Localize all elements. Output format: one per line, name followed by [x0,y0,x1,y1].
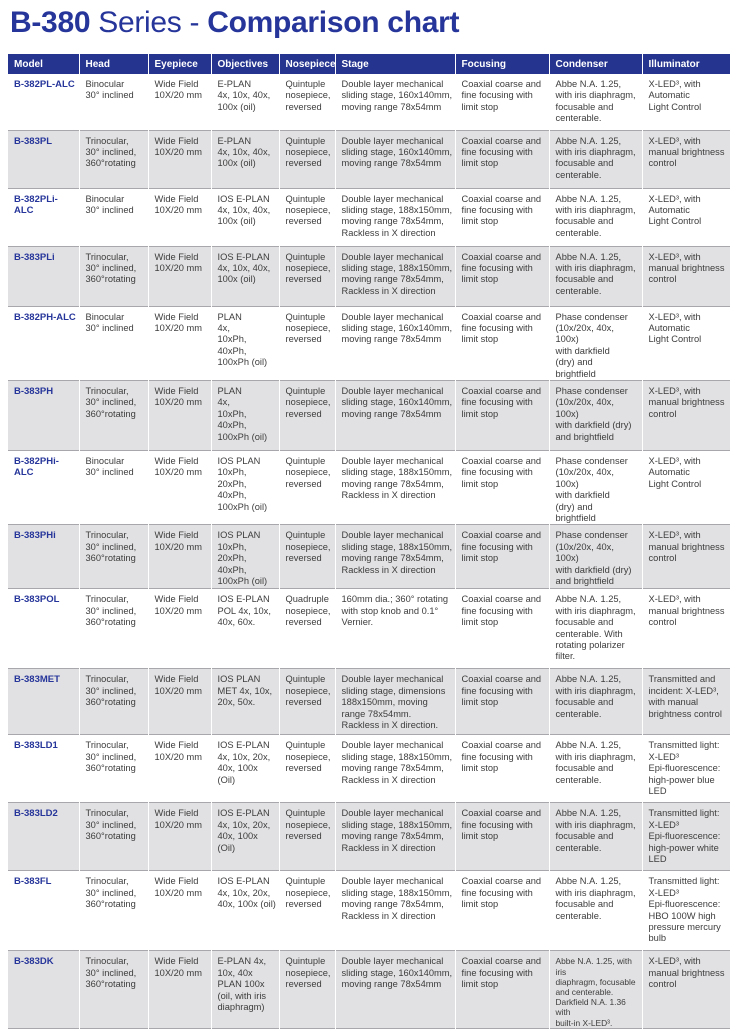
cell-illuminator [642,951,730,1028]
cell-eyepiece [148,669,211,735]
objectives-text: E-PLAN 4x, 10x, 40x, 100x (oil) [217,79,271,112]
condenser-text: Phase condenser (10x/20x, 40x, 100x) with darkfield (dry) and brightfield [555,455,628,523]
objectives-text: E-PLAN 4x, 10x, 40x PLAN 100x (oil, with iris diaphragm) [217,956,267,1012]
eyepiece-text: Wide Field 10X/20 mm [154,311,203,333]
focusing-text: Coaxial coarse and fine focusing with limit stop [461,956,542,990]
cell-illuminator [642,669,730,735]
head-text: Binocular 30° inclined [85,79,134,101]
eyepiece-text: Wide Field 10X/20 mm [154,876,203,898]
cell-stage [335,380,455,450]
cell-condenser [549,735,642,803]
page-title: B-380 Series - Comparison chart [10,6,460,39]
cell-nosepiece [279,735,335,803]
cell-model [8,951,79,1028]
cell-stage [335,450,455,524]
cell-objectives [211,669,279,735]
cell-condenser [549,589,642,669]
model-text: B-383PHi [14,530,56,542]
cell-stage [335,130,455,188]
table-row [8,380,730,450]
cell-stage [335,188,455,246]
column-header-nosepiece: Nosepiece [279,54,335,74]
cell-illuminator [642,246,730,306]
cell-eyepiece [148,188,211,246]
table-row [8,450,730,524]
cell-eyepiece [148,306,211,380]
cell-condenser [549,669,642,735]
stage-text: 160mm dia.; 360° rotating with stop knob and 0.1° Vernier. [341,594,449,628]
cell-stage [335,669,455,735]
cell-focusing [455,735,549,803]
table-row [8,803,730,871]
objectives-text: IOS E-PLAN POL 4x, 10x, 40x, 60x. [217,594,271,628]
stage-text: Double layer mechanical sliding stage, 160x140mm, moving range 78x54mm [341,385,453,419]
cell-nosepiece [279,130,335,188]
cell-head [79,669,148,735]
cell-stage [335,306,455,380]
condenser-text: Abbe N.A. 1.25, with iris diaphragm, focusable and centerable. [555,876,636,921]
eyepiece-text: Wide Field 10X/20 mm [154,385,203,408]
illuminator-text: X-LED³, with Automatic Light Control [648,311,702,345]
cell-nosepiece [279,589,335,669]
model-text: B-383LD2 [14,808,58,820]
eyepiece-text: Wide Field 10X/20 mm [154,79,203,101]
nosepiece-text: Quintuple nosepiece, reversed [285,956,331,990]
cell-head [79,380,148,450]
cell-nosepiece [279,525,335,589]
focusing-text: Coaxial coarse and fine focusing with limit stop [461,808,542,842]
cell-nosepiece [279,188,335,246]
objectives-text: IOS PLAN MET 4x, 10x, 20x, 50x. [217,674,273,708]
cell-eyepiece [148,803,211,871]
cell-nosepiece [279,450,335,524]
nosepiece-text: Quintuple nosepiece, reversed [285,251,331,285]
cell-focusing [455,669,549,735]
cell-focusing [455,74,549,130]
cell-focusing [455,871,549,951]
objectives-text: IOS E-PLAN 4x, 10x, 40x, 100x (oil) [217,251,271,285]
cell-illuminator [642,589,730,669]
stage-text: Double layer mechanical sliding stage, 188x150mm, moving range 78x54mm, Rackless in X direction [341,876,453,921]
head-text: Trinocular, 30° inclined, 360°rotating [85,808,137,842]
stage-text: Double layer mechanical sliding stage, 160x140mm, moving range 78x54mm [341,79,453,112]
nosepiece-text: Quintuple nosepiece, reversed [285,79,331,112]
focusing-text: Coaxial coarse and fine focusing with limit stop [461,311,542,345]
table-row [8,951,730,1028]
column-header-eyepiece: Eyepiece [148,54,211,74]
model-text: B-383FL [14,876,52,888]
illuminator-text: X-LED³, with Automatic Light Control [648,455,702,489]
cell-eyepiece [148,130,211,188]
cell-illuminator [642,188,730,246]
condenser-text: Phase condenser (10x/20x, 40x, 100x) with darkfield (dry) and brightfield [555,311,628,379]
head-text: Trinocular, 30° inclined, 360°rotating [85,740,137,774]
focusing-text: Coaxial coarse and fine focusing with limit stop [461,876,542,910]
cell-nosepiece [279,246,335,306]
objectives-text: IOS PLAN 10xPh, 20xPh, 40xPh, 100xPh (oil) [217,530,268,586]
objectives-text: IOS E-PLAN 4x, 10x, 20x, 40x, 100x (Oil) [217,808,271,853]
head-text: Trinocular, 30° inclined, 360°rotating [85,594,137,628]
comparison-table-wrapper [8,54,730,1029]
column-header-head: Head [79,54,148,74]
eyepiece-text: Wide Field 10X/20 mm [154,674,203,696]
cell-stage [335,525,455,589]
model-text: B-383PH [14,385,54,397]
cell-stage [335,951,455,1028]
table-row [8,669,730,735]
model-text: B-382PLi-ALC [14,193,58,216]
column-header-illuminator: Illuminator [642,54,730,74]
head-text: Trinocular, 30° inclined, 360°rotating [85,674,137,708]
objectives-text: E-PLAN 4x, 10x, 40x, 100x (oil) [217,135,271,169]
eyepiece-text: Wide Field 10X/20 mm [154,530,203,552]
cell-focusing [455,450,549,524]
cell-condenser [549,130,642,188]
table-row [8,188,730,246]
cell-illuminator [642,803,730,871]
condenser-text: Abbe N.A. 1.25, with iris diaphragm, focusable and centerable. [555,79,636,124]
stage-text: Double layer mechanical sliding stage, 188x150mm, moving range 78x54mm, Rackless in X direction [341,740,453,785]
focusing-text: Coaxial coarse and fine focusing with limit stop [461,79,542,112]
nosepiece-text: Quintuple nosepiece, reversed [285,530,331,564]
eyepiece-text: Wide Field 10X/20 mm [154,193,203,215]
table-row [8,130,730,188]
illuminator-text: Transmitted light: X-LED³ Epi-fluorescence: high-power white LED [648,808,721,864]
cell-head [79,188,148,246]
cell-head [79,306,148,380]
cell-condenser [549,450,642,524]
cell-nosepiece [279,951,335,1028]
illuminator-text: Transmitted and incident: X-LED³, with manual brightness control [648,674,722,719]
condenser-text: Phase condenser (10x/20x, 40x, 100x) with darkfield (dry) and brightfield [555,385,632,442]
cell-focusing [455,306,549,380]
eyepiece-text: Wide Field 10X/20 mm [154,740,203,762]
eyepiece-text: Wide Field 10X/20 mm [154,135,203,157]
cell-head [79,871,148,951]
table-row [8,589,730,669]
cell-focusing [455,525,549,589]
cell-eyepiece [148,871,211,951]
condenser-text: Abbe N.A. 1.25, with iris diaphragm, focusable and centerable. [555,808,636,853]
model-text: B-382PL-ALC [14,79,75,90]
cell-stage [335,589,455,669]
cell-eyepiece [148,450,211,524]
cell-focusing [455,380,549,450]
cell-model [8,589,79,669]
nosepiece-text: Quintuple nosepiece, reversed [285,385,331,419]
head-text: Trinocular, 30° inclined, 360°rotating [85,251,137,285]
cell-objectives [211,589,279,669]
stage-text: Double layer mechanical sliding stage, 188x150mm, moving range 78x54mm, Rackless in X direction [341,808,453,853]
cell-model [8,246,79,306]
cell-stage [335,74,455,130]
illuminator-text: X-LED³, with manual brightness control [648,385,725,419]
condenser-text: Abbe N.A. 1.25, with iris diaphragm, focusable and centerable. [555,740,636,785]
column-header-stage: Stage [335,54,455,74]
cell-head [79,803,148,871]
cell-nosepiece [279,380,335,450]
cell-model [8,188,79,246]
cell-eyepiece [148,525,211,589]
model-text: B-383PL [14,135,53,147]
eyepiece-text: Wide Field 10X/20 mm [154,455,203,478]
model-text: B-383DK [14,956,54,968]
model-text: B-383POL [14,594,60,606]
cell-focusing [455,246,549,306]
head-text: Trinocular, 30° inclined, 360°rotating [85,530,137,564]
table-row [8,74,730,130]
table-row [8,735,730,803]
eyepiece-text: Wide Field 10X/20 mm [154,251,203,273]
cell-focusing [455,803,549,871]
condenser-text: Abbe N.A. 1.25, with iris diaphragm, focusable and centerable. With rotating polarizer filter. [555,594,636,662]
cell-condenser [549,871,642,951]
cell-objectives [211,130,279,188]
cell-head [79,589,148,669]
illuminator-text: X-LED³, with manual brightness control [648,135,725,169]
head-text: Trinocular, 30° inclined, 360°rotating [85,876,137,910]
head-text: Trinocular, 30° inclined, 360°rotating [85,135,137,169]
focusing-text: Coaxial coarse and fine focusing with limit stop [461,251,542,285]
illuminator-text: X-LED³, with manual brightness control [648,530,725,564]
nosepiece-text: Quadruple nosepiece, reversed [285,594,331,628]
condenser-text: Phase condenser (10x/20x, 40x, 100x) with darkfield (dry) and brightfield [555,530,632,586]
condenser-text: Abbe N.A. 1.25, with iris diaphragm, focusable and centerable. Darkfield N.A. 1.36 with built-in X-LED³. [555,956,636,1028]
column-header-model: Model [8,54,79,74]
condenser-text: Abbe N.A. 1.25, with iris diaphragm, focusable and centerable. [555,674,636,719]
cell-illuminator [642,871,730,951]
objectives-text: IOS E-PLAN 4x, 10x, 20x, 40x, 100x (oil) [217,876,276,910]
cell-illuminator [642,380,730,450]
illuminator-text: X-LED³, with Automatic Light Control [648,193,702,227]
model-text: B-383LD1 [14,740,58,752]
cell-model [8,380,79,450]
cell-nosepiece [279,74,335,130]
cell-focusing [455,951,549,1028]
stage-text: Double layer mechanical sliding stage, 160x140mm, moving range 78x54mm [341,135,453,169]
illuminator-text: X-LED³, with manual brightness control [648,956,725,990]
cell-model [8,871,79,951]
objectives-text: IOS E-PLAN 4x, 10x, 20x, 40x, 100x (Oil) [217,740,271,785]
cell-eyepiece [148,246,211,306]
head-text: Binocular 30° inclined [85,455,134,478]
column-header-condenser: Condenser [549,54,642,74]
cell-head [79,735,148,803]
cell-condenser [549,803,642,871]
focusing-text: Coaxial coarse and fine focusing with limit stop [461,740,542,774]
cell-model [8,74,79,130]
cell-illuminator [642,74,730,130]
cell-objectives [211,246,279,306]
table-header-row [8,54,730,74]
cell-nosepiece [279,803,335,871]
cell-condenser [549,380,642,450]
cell-eyepiece [148,735,211,803]
column-header-focusing: Focusing [455,54,549,74]
cell-model [8,130,79,188]
nosepiece-text: Quintuple nosepiece, reversed [285,740,331,774]
objectives-text: PLAN 4x, 10xPh, 40xPh, 100xPh (oil) [217,311,268,368]
condenser-text: Abbe N.A. 1.25, with iris diaphragm, focusable and centerable. [555,135,636,180]
nosepiece-text: Quintuple nosepiece, reversed [285,135,331,169]
illuminator-text: X-LED³, with manual brightness control [648,594,725,628]
cell-model [8,525,79,589]
stage-text: Double layer mechanical sliding stage, 188x150mm, moving range 78x54mm, Rackless in X direction [341,193,453,238]
stage-text: Double layer mechanical sliding stage, 188x150mm, moving range 78x54mm, Rackless in X direction [341,455,453,501]
stage-text: Double layer mechanical sliding stage, 188x150mm, moving range 78x54mm, Rackless in X direction [341,251,453,296]
eyepiece-text: Wide Field 10X/20 mm [154,594,203,616]
cell-objectives [211,803,279,871]
cell-illuminator [642,525,730,589]
cell-stage [335,735,455,803]
table-row [8,525,730,589]
cell-objectives [211,380,279,450]
cell-objectives [211,188,279,246]
cell-illuminator [642,450,730,524]
comparison-table [8,54,730,1029]
cell-stage [335,246,455,306]
focusing-text: Coaxial coarse and fine focusing with limit stop [461,674,542,708]
focusing-text: Coaxial coarse and fine focusing with limit stop [461,385,542,419]
nosepiece-text: Quintuple nosepiece, reversed [285,455,331,489]
eyepiece-text: Wide Field 10X/20 mm [154,808,203,830]
cell-illuminator [642,130,730,188]
focusing-text: Coaxial coarse and fine focusing with limit stop [461,193,542,227]
cell-objectives [211,735,279,803]
objectives-text: IOS E-PLAN 4x, 10x, 40x, 100x (oil) [217,193,271,227]
cell-objectives [211,306,279,380]
nosepiece-text: Quintuple nosepiece, reversed [285,876,331,910]
eyepiece-text: Wide Field 10X/20 mm [154,956,203,978]
cell-model [8,735,79,803]
stage-text: Double layer mechanical sliding stage, 188x150mm, moving range 78x54mm, Rackless in X direction [341,530,453,575]
nosepiece-text: Quintuple nosepiece, reversed [285,674,331,708]
illuminator-text: Transmitted light: X-LED³ Epi-fluorescence: high-power blue LED [648,740,721,796]
model-text: B-382PHi-ALC [14,455,59,479]
model-text: B-382PH-ALC [14,311,76,323]
cell-condenser [549,951,642,1028]
cell-objectives [211,450,279,524]
cell-eyepiece [148,74,211,130]
focusing-text: Coaxial coarse and fine focusing with limit stop [461,530,542,564]
stage-text: Double layer mechanical sliding stage, dimensions 188x150mm, moving range 78x54mm. Rackless in X direction. [341,674,446,730]
head-text: Binocular 30° inclined [85,311,134,333]
cell-objectives [211,951,279,1028]
cell-illuminator [642,306,730,380]
nosepiece-text: Quintuple nosepiece, reversed [285,808,331,842]
stage-text: Double layer mechanical sliding stage, 160x140mm, moving range 78x54mm [341,956,453,990]
cell-condenser [549,246,642,306]
table-row [8,246,730,306]
cell-illuminator [642,735,730,803]
table-row [8,871,730,951]
nosepiece-text: Quintuple nosepiece, reversed [285,193,331,227]
condenser-text: Abbe N.A. 1.25, with iris diaphragm, focusable and centerable. [555,193,636,238]
column-header-objectives: Objectives [211,54,279,74]
cell-stage [335,871,455,951]
cell-condenser [549,188,642,246]
cell-model [8,669,79,735]
head-text: Binocular 30° inclined [85,193,134,215]
cell-nosepiece [279,306,335,380]
cell-objectives [211,871,279,951]
objectives-text: PLAN 4x, 10xPh, 40xPh, 100xPh (oil) [217,385,268,442]
cell-eyepiece [148,951,211,1028]
model-text: B-383PLi [14,251,55,263]
stage-text: Double layer mechanical sliding stage, 160x140mm, moving range 78x54mm [341,311,453,345]
cell-model [8,450,79,524]
cell-stage [335,803,455,871]
head-text: Trinocular, 30° inclined, 360°rotating [85,956,137,990]
cell-objectives [211,525,279,589]
nosepiece-text: Quintuple nosepiece, reversed [285,311,331,345]
cell-nosepiece [279,669,335,735]
cell-head [79,450,148,524]
cell-head [79,74,148,130]
cell-focusing [455,188,549,246]
illuminator-text: Transmitted light: X-LED³ Epi-fluorescence: HBO 100W high pressure mercury bulb [648,876,721,944]
cell-model [8,306,79,380]
focusing-text: Coaxial coarse and fine focusing with limit stop [461,135,542,169]
cell-nosepiece [279,871,335,951]
cell-eyepiece [148,589,211,669]
table-row [8,306,730,380]
cell-head [79,951,148,1028]
cell-head [79,130,148,188]
cell-objectives [211,74,279,130]
cell-focusing [455,130,549,188]
illuminator-text: X-LED³, with manual brightness control [648,251,725,285]
cell-eyepiece [148,380,211,450]
focusing-text: Coaxial coarse and fine focusing with limit stop [461,594,542,628]
cell-model [8,803,79,871]
condenser-text: Abbe N.A. 1.25, with iris diaphragm, focusable and centerable. [555,251,636,296]
objectives-text: IOS PLAN 10xPh, 20xPh, 40xPh, 100xPh (oil) [217,455,268,512]
illuminator-text: X-LED³, with Automatic Light Control [648,79,702,112]
cell-head [79,525,148,589]
head-text: Trinocular, 30° inclined, 360°rotating [85,385,137,419]
cell-condenser [549,74,642,130]
cell-condenser [549,306,642,380]
cell-head [79,246,148,306]
cell-condenser [549,525,642,589]
model-text: B-383MET [14,674,60,686]
cell-focusing [455,589,549,669]
focusing-text: Coaxial coarse and fine focusing with limit stop [461,455,542,489]
